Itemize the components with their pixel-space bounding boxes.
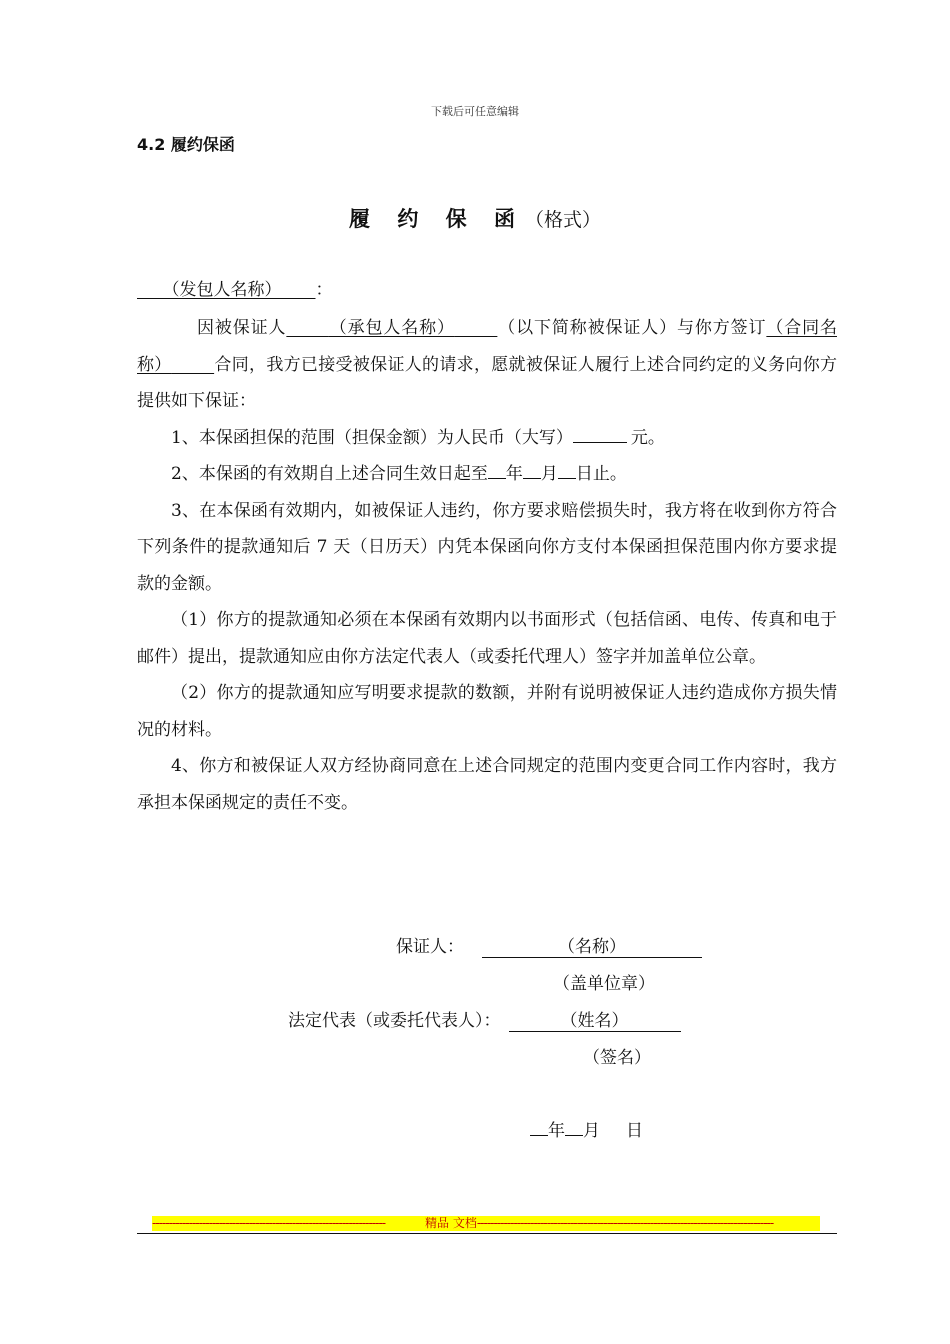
month-blank [523, 458, 541, 479]
contractor-field: （承包人名称） [328, 318, 455, 338]
amount-blank [573, 422, 627, 443]
day-blank [558, 458, 576, 479]
recipient-field: （发包人名称） [162, 280, 282, 300]
paragraph-intro: 因被保证人 （承包人名称） （以下简称被保证人）与你方签订（合同名称） 合同，我方已接受被保证人的请求，愿就被保证人履行上述合同约定的义务向你方提供如下保证： [137, 318, 838, 411]
paragraph-item-1: 1、本保函担保的范围（担保金额）为人民币（大写） 元。 [137, 420, 837, 457]
paragraph-item-3-2: （2）你方的提款通知应写明要求提款的数额，并附有说明被保证人违约造成你方损失情况的材料。 [137, 683, 837, 740]
year-blank [488, 458, 506, 479]
representative-name-field: （姓名） [509, 1006, 681, 1032]
date-line: 年 月 日 [530, 1115, 643, 1141]
section-heading: 4.2 履约保函 [137, 135, 235, 154]
header-note: 下载后可任意编辑 [431, 105, 519, 118]
paragraph-item-2: 2、本保函的有效期自上述合同生效日起至 年 月 日止。 [137, 456, 837, 493]
guarantor-line: 保证人： （名称） [396, 932, 702, 958]
paragraph-item-3: 3、在本保函有效期内，如被保证人违约，你方要求赔偿损失时，我方将在收到你方符合下列条件的提款通知后 7 天（日历天）内凭本保函向你方支付本保函担保范围内你方要求提款的金额。 [137, 500, 837, 594]
date-year-blank [530, 1115, 548, 1136]
paragraph-item-3-1: （1）你方的提款通知必须在本保函有效期内以书面形式（包括信函、电传、传真和电于邮件）提出，提款通知应由你方法定代表人（或委托代理人）签字并加盖单位公章。 [137, 610, 837, 667]
representative-line: 法定代表（或委托代表人）： （姓名） [288, 1006, 681, 1032]
title-sub: （格式） [524, 209, 601, 231]
footer-banner: ---------------------------------------------------------------------- 精品 文档----------------------------------------------------------------------------------------- [152, 1216, 820, 1231]
recipient-colon: ： [315, 280, 333, 300]
guarantee-body [137, 310, 837, 821]
signature-note: （签名） [583, 1048, 651, 1068]
footer-divider [137, 1233, 837, 1234]
footer-label: 精品 文档 [425, 1216, 477, 1230]
document-title [0, 203, 950, 233]
title-main: 履 约 保 函 [349, 206, 525, 231]
seal-note: （盖单位章） [553, 974, 655, 994]
date-month-blank [565, 1115, 583, 1136]
guarantor-name-field: （名称） [482, 932, 702, 958]
contract-name-field: （合同名称） [137, 318, 837, 375]
recipient-line [137, 272, 837, 309]
paragraph-item-4: 4、你方和被保证人双方经协商同意在上述合同规定的范围内变更合同工作内容时，我方承担本保函规定的责任不变。 [137, 756, 837, 813]
